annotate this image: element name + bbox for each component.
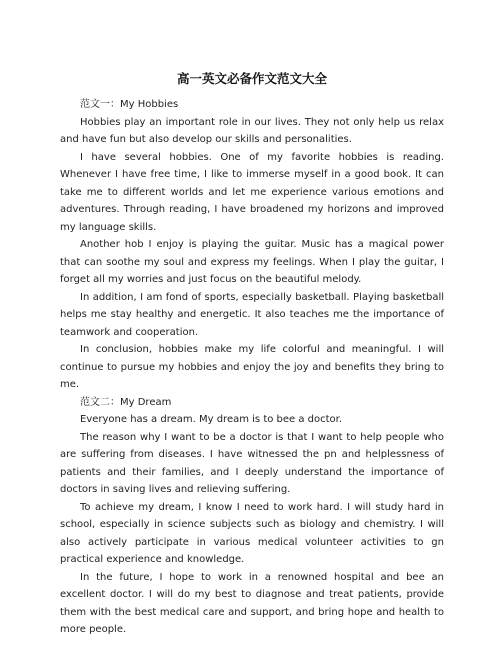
essay-heading: 范文二：My Dream bbox=[80, 396, 172, 408]
paragraph: In the future, I hope to work in a renowned hospital and bee an excellent doctor. I will do my best to diagnose and treat patients, provide them with the best medical care and support, and bring hope and health to more people. bbox=[60, 571, 444, 635]
paragraph: In addition, I am fond of sports, especially basketball. Playing basketball helps me stay healthy and energetic. It also teaches me the importance of teamwork and cooperation. bbox=[60, 291, 444, 338]
paragraph: Everyone has a dream. My dream is to bee a doctor. bbox=[80, 414, 343, 425]
essay-1 bbox=[60, 96, 444, 394]
document-page bbox=[60, 70, 444, 639]
paragraph: To achieve my dream, I know I need to work hard. I will study hard in school, especially in science subjects such as biology and chemistry. I will also actively participate in various medical volunteer activities to gn practical experience and knowledge. bbox=[60, 501, 444, 565]
paragraph: Hobbies play an important role in our lives. They not only help us relax and have fun but also develop our skills and personalities. bbox=[60, 116, 444, 145]
essay-2 bbox=[60, 394, 444, 639]
paragraph: I have several hobbies. One of my favorite hobbies is reading. Whenever I have free time, I like to immerse myself in a good book. It can take me to different worlds and let me experience various emotions and adventures. Through reading, I have broadened my horizons and improved my language skills. bbox=[60, 151, 444, 233]
paragraph: In conclusion, hobbies make my life colorful and meaningful. I will continue to pursue my hobbies and enjoy the joy and benefits they bring to me. bbox=[60, 344, 444, 390]
document-title: 高一英文必备作文范文大全 bbox=[176, 71, 327, 86]
paragraph: The reason why I want to be a doctor is that I want to help people who are suffering from diseases. I have witnessed the pn and helplessness of patients and their families, and I deeply understand the importance of doctors in saving lives and relieving suffering. bbox=[60, 431, 444, 495]
essay-heading: 范文一：My Hobbies bbox=[80, 99, 179, 110]
paragraph: Another hob I enjoy is playing the guitar. Music has a magical power that can soothe my soul and express my feelings. When I play the guitar, I forget all my worries and just focus on the beautiful melody. bbox=[60, 239, 444, 285]
